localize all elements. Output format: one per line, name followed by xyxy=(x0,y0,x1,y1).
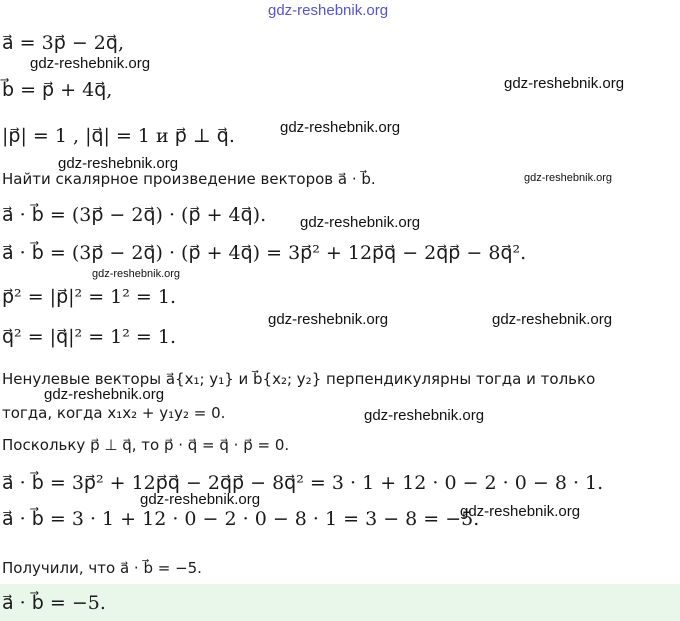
line-conclusion: Получили, что a⃗ · b⃗ = −5. xyxy=(2,559,202,577)
watermark: gdz-reshebnik.org xyxy=(492,311,613,328)
watermark: gdz-reshebnik.org xyxy=(280,119,401,136)
line-given-conditions: |p⃗| = 1 , |q⃗| = 1 и p⃗ ⊥ q⃗. xyxy=(2,125,235,147)
line-perpendicular-condition: тогда, когда x₁x₂ + y₁y₂ = 0. xyxy=(2,404,226,422)
watermark: gdz-reshebnik.org xyxy=(140,491,261,508)
watermark: gdz-reshebnik.org xyxy=(364,407,485,424)
line-computation: a⃗ · b⃗ = 3 · 1 + 12 · 0 − 2 · 0 − 8 · 1 = 3 − 8 = −5. xyxy=(2,508,480,530)
watermark: gdz-reshebnik.org xyxy=(524,172,613,184)
line-since-perpendicular: Поскольку p⃗ ⊥ q⃗, то p⃗ · q⃗ = q⃗ · p⃗ = 0. xyxy=(2,436,290,454)
watermark: gdz-reshebnik.org xyxy=(504,75,625,92)
line-task-statement: Найти скалярное произведение векторов a⃗ · b⃗. xyxy=(2,170,376,188)
watermark: gdz-reshebnik.org xyxy=(92,268,181,280)
line-product-expansion: a⃗ · b⃗ = (3p⃗ − 2q⃗) · (p⃗ + 4q⃗) = 3p⃗² + 12p⃗q⃗ − 2q⃗p⃗ − 8q⃗². xyxy=(2,242,527,264)
line-product-setup: a⃗ · b⃗ = (3p⃗ − 2q⃗) · (p⃗ + 4q⃗). xyxy=(2,204,267,226)
watermark: gdz-reshebnik.org xyxy=(30,55,151,72)
line-substitution: a⃗ · b⃗ = 3p⃗² + 12p⃗q⃗ − 2q⃗p⃗ − 8q⃗² = 3 · 1 + 12 · 0 − 2 · 0 − 8 · 1. xyxy=(2,472,604,494)
watermark-top: gdz-reshebnik.org xyxy=(268,2,389,19)
answer-box xyxy=(0,584,680,621)
watermark: gdz-reshebnik.org xyxy=(268,311,389,328)
line-q-squared: q⃗² = |q⃗|² = 1² = 1. xyxy=(2,326,176,348)
watermark: gdz-reshebnik.org xyxy=(44,386,165,403)
watermark: gdz-reshebnik.org xyxy=(460,503,581,520)
watermark: gdz-reshebnik.org xyxy=(58,155,179,172)
answer-text: a⃗ · b⃗ = −5. xyxy=(2,592,106,614)
watermark: gdz-reshebnik.org xyxy=(300,214,421,231)
line-perpendicular-rule: Ненулевые векторы a⃗{x₁; y₁} и b⃗{x₂; y₂} перпендикулярны тогда и только xyxy=(2,370,596,388)
line-a-definition: a⃗ = 3p⃗ − 2q⃗, xyxy=(2,32,124,54)
line-b-definition: b⃗ = p⃗ + 4q⃗, xyxy=(2,79,113,101)
line-p-squared: p⃗² = |p⃗|² = 1² = 1. xyxy=(2,286,176,308)
